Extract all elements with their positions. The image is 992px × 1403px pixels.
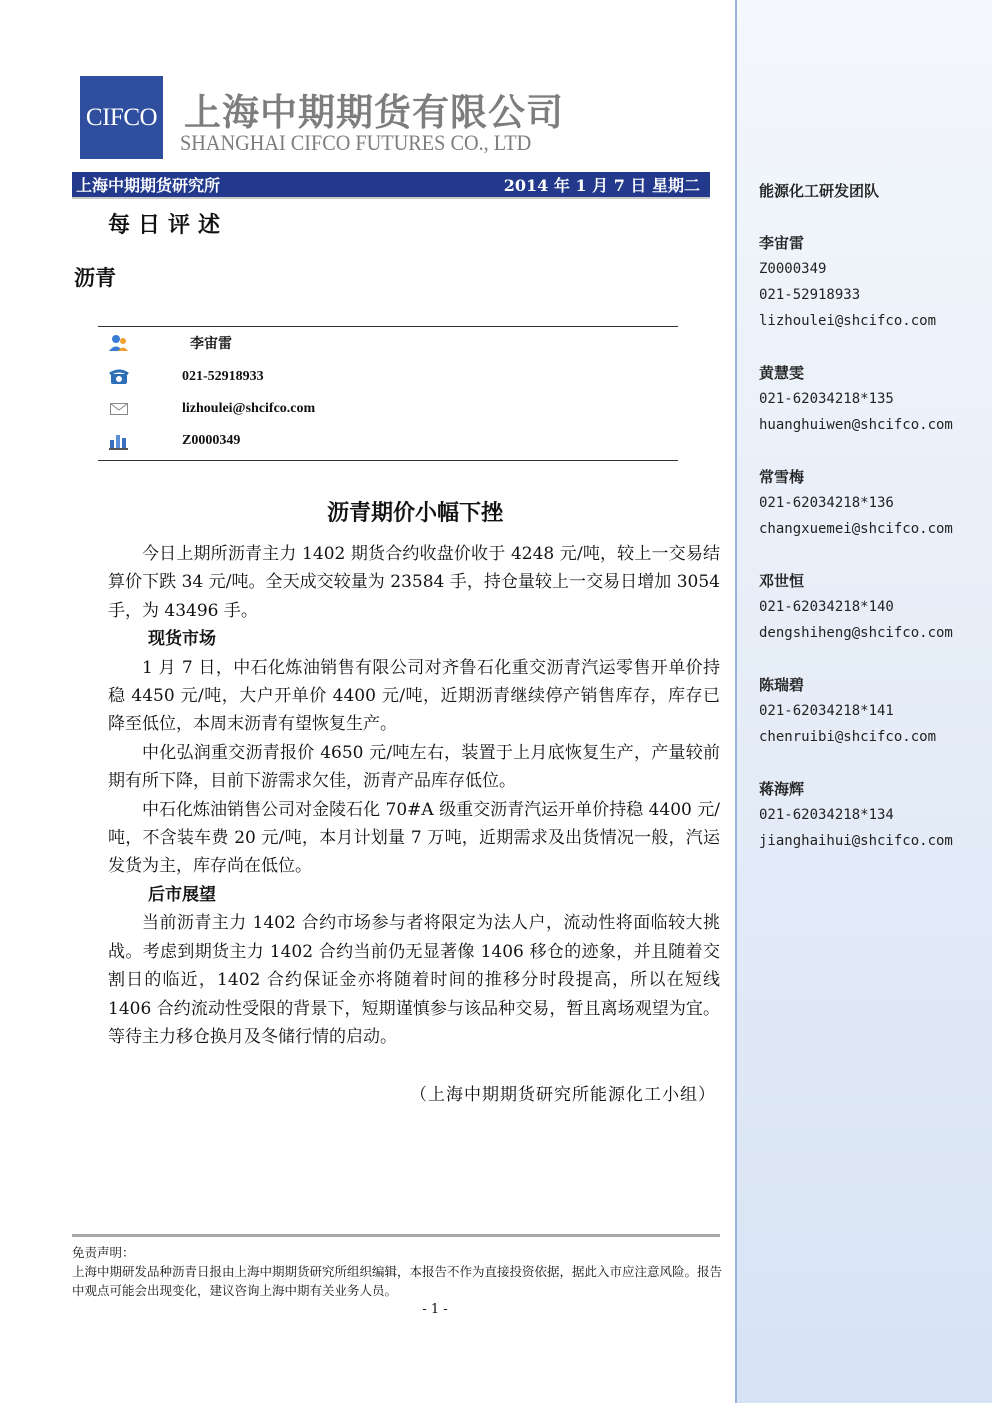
header-divider [72, 197, 710, 199]
member-name: 邓世恒 [759, 572, 805, 590]
member-phone: 021-52918933 [759, 287, 861, 303]
member-phone: 021-62034218*140 [759, 599, 894, 615]
page-number: - 1 - [422, 1302, 448, 1317]
team-member [759, 568, 953, 646]
team-title: 能源化工研发团队 [759, 182, 880, 200]
member-name: 陈瑞碧 [759, 676, 805, 694]
section-title-spot-market: 现货市场 [148, 629, 216, 650]
member-phone: 021-62034218*141 [759, 703, 894, 719]
member-name: 蒋海辉 [759, 780, 805, 798]
member-email[interactable]: huanghuiwen@shcifco.com [759, 417, 953, 433]
company-logo-mark: CIFCO [80, 76, 163, 159]
commodity-category: 沥青 [74, 265, 116, 290]
member-email[interactable]: jianghaihui@shcifco.com [759, 833, 953, 849]
team-member [759, 230, 936, 334]
contact-license: Z0000349 [182, 433, 241, 448]
person-icon [108, 333, 130, 353]
section-title-outlook: 后市展望 [148, 884, 216, 905]
contact-name: 李宙雷 [190, 336, 232, 352]
company-name-cn: 上海中期期货有限公司 [184, 91, 564, 134]
member-phone: 021-62034218*136 [759, 495, 894, 511]
member-email[interactable]: dengshiheng@shcifco.com [759, 625, 953, 641]
institute-name: 上海中期期货研究所 [76, 176, 221, 195]
contact-name-row [108, 332, 232, 354]
member-license: Z0000349 [759, 261, 827, 277]
contact-license-row [108, 430, 241, 452]
contact-bottom-rule [98, 460, 678, 461]
member-phone: 021-62034218*134 [759, 807, 894, 823]
member-name: 黄慧雯 [759, 364, 805, 382]
member-phone: 021-62034218*135 [759, 391, 894, 407]
report-date: 2014 年 1 月 7 日 星期二 [503, 176, 700, 195]
contact-email[interactable]: lizhoulei@shcifco.com [182, 401, 316, 416]
member-email[interactable]: chenruibi@shcifco.com [759, 729, 937, 745]
header-bar [72, 172, 710, 197]
spot-paragraph-3: 中石化炼油销售公司对金陵石化 70#A 级重交沥青汽运开单价持稳 4400 元/吨，不含装车费 20 元/吨，本月计划量 7 万吨，近期需求及出货情况一般，汽运发货为主，库存尚在低位。 [108, 799, 720, 877]
company-name-en: SHANGHAI CIFCO FUTURES CO., LTD [180, 130, 532, 155]
article-headline: 沥青期价小幅下挫 [326, 501, 503, 526]
contact-phone-row [108, 366, 264, 388]
member-name: 常雪梅 [759, 468, 805, 486]
article-signature: （上海中期期货研究所能源化工小组） [410, 1085, 716, 1105]
footer-divider [72, 1234, 720, 1237]
spot-paragraph-1: 1 月 7 日，中石化炼油销售有限公司对齐鲁石化重交沥青汽运零售开单价持稳 4450 元/吨，大户开单价 4400 元/吨，近期沥青继续停产销售库存，库存已降至低位，本周末沥青有望恢复生产。 [108, 657, 720, 735]
member-email[interactable]: lizhoulei@shcifco.com [759, 313, 937, 329]
outlook-paragraph: 当前沥青主力 1402 合约市场参与者将限定为法人户，流动性将面临较大挑战。考虑到期货主力 1402 合约当前仍无显著像 1406 移仓的迹象，并且随着交割日的临近，1402 合约保证金亦将随着时间的推移分时段提高，所以在短线 1406 合约流动性受限的背景下，短期谨慎参与该品种交易，暂且离场观望为宜。等待主力移仓换月及冬储行情的启动。 [108, 913, 720, 1047]
disclaimer-body: 上海中期研发品种沥青日报由上海中期期货研究所组织编辑，本报告不作为直接投资依据，据此入市应注意风险。报告中观点可能会出现变化，建议咨询上海中期有关业务人员。 [72, 1264, 723, 1298]
disclaimer [72, 1243, 722, 1300]
member-name: 李宙雷 [759, 234, 805, 252]
disclaimer-title: 免责声明： [72, 1245, 135, 1260]
email-icon [108, 399, 130, 419]
team-member [759, 464, 953, 542]
spot-paragraph-2: 中化弘润重交沥青报价 4650 元/吨左右，装置于上月底恢复生产，产量较前期有所下降，目前下游需求欠佳，沥青产品库存低位。 [108, 742, 720, 792]
contact-email-row [108, 398, 316, 420]
license-icon [108, 431, 130, 451]
article-intro: 今日上期所沥青主力 1402 期货合约收盘价收于 4248 元/吨，较上一交易结算价下跌 34 元/吨。全天成交较量为 23584 手，持仓量较上一交易日增加 3054 手，为 43496 手。 [108, 544, 720, 621]
team-member [759, 360, 953, 438]
article-body [108, 540, 720, 1051]
team-member [759, 776, 953, 854]
contact-phone: 021-52918933 [182, 369, 264, 384]
team-sidebar [735, 0, 992, 1403]
contact-top-rule [98, 326, 678, 327]
member-email[interactable]: changxuemei@shcifco.com [759, 521, 953, 537]
report-type-title: 每日评述 [108, 212, 229, 238]
phone-icon [108, 367, 130, 387]
team-member [759, 672, 936, 750]
